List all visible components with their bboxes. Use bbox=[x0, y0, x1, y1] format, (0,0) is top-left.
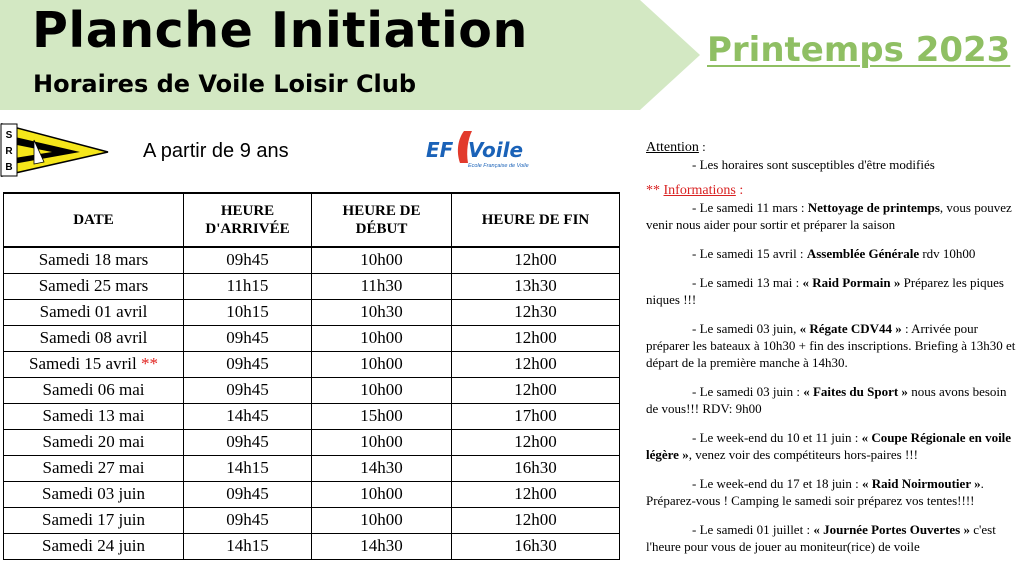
cell-fin: 12h00 bbox=[452, 429, 620, 455]
cell-date: Samedi 06 mai bbox=[4, 377, 184, 403]
cell-fin: 12h00 bbox=[452, 351, 620, 377]
season-label: Printemps 2023 bbox=[707, 30, 1011, 70]
info-item: - Le samedi 13 mai : « Raid Pormain » Préparez les piques niques !!! bbox=[646, 275, 1004, 307]
info-panel bbox=[646, 138, 1020, 555]
cell-date: Samedi 01 avril bbox=[4, 299, 184, 325]
cell-date: Samedi 20 mai bbox=[4, 429, 184, 455]
cell-arrivee: 14h15 bbox=[184, 533, 312, 559]
info-item: - Le week-end du 17 et 18 juin : « Raid Noirmoutier ». Préparez-vous ! Camping le samedi soir préparez vos tentes!!!! bbox=[646, 476, 984, 508]
cell-debut: 10h00 bbox=[312, 247, 452, 273]
table-row bbox=[4, 481, 620, 507]
cell-date: Samedi 27 mai bbox=[4, 455, 184, 481]
table-row bbox=[4, 299, 620, 325]
cell-debut: 14h30 bbox=[312, 533, 452, 559]
table-row bbox=[4, 273, 620, 299]
cell-fin: 13h30 bbox=[452, 273, 620, 299]
cell-date: Samedi 18 mars bbox=[4, 247, 184, 273]
cell-fin: 12h00 bbox=[452, 507, 620, 533]
cell-fin: 12h00 bbox=[452, 377, 620, 403]
header-arrivee: HEURE D'ARRIVÉE bbox=[184, 193, 312, 247]
cell-fin: 17h00 bbox=[452, 403, 620, 429]
cell-fin: 12h00 bbox=[452, 481, 620, 507]
table-header-row bbox=[4, 193, 620, 247]
cell-date: Samedi 03 juin bbox=[4, 481, 184, 507]
header-date: DATE bbox=[4, 193, 184, 247]
table-row bbox=[4, 351, 620, 377]
club-letter-3: B bbox=[5, 162, 13, 173]
schedule-table bbox=[3, 192, 620, 560]
efvoile-logo bbox=[424, 125, 544, 170]
cell-debut: 15h00 bbox=[312, 403, 452, 429]
table-row bbox=[4, 325, 620, 351]
cell-arrivee: 14h15 bbox=[184, 455, 312, 481]
cell-arrivee: 09h45 bbox=[184, 429, 312, 455]
cell-date: Samedi 25 mars bbox=[4, 273, 184, 299]
table-row bbox=[4, 455, 620, 481]
efv-voile-text: Voile bbox=[468, 138, 524, 162]
table-row bbox=[4, 403, 620, 429]
cell-debut: 10h00 bbox=[312, 507, 452, 533]
cell-debut: 11h30 bbox=[312, 273, 452, 299]
cell-date: Samedi 15 avril ** bbox=[4, 351, 184, 377]
table-row bbox=[4, 247, 620, 273]
club-pennant-logo bbox=[0, 122, 110, 178]
cell-date: Samedi 17 juin bbox=[4, 507, 184, 533]
cell-date: Samedi 08 avril bbox=[4, 325, 184, 351]
age-requirement: A partir de 9 ans bbox=[143, 140, 289, 162]
cell-date: Samedi 13 mai bbox=[4, 403, 184, 429]
cell-fin: 12h00 bbox=[452, 247, 620, 273]
attention-text: - Les horaires sont susceptibles d'être modifiés bbox=[692, 157, 935, 172]
table-row bbox=[4, 533, 620, 559]
header-banner bbox=[0, 0, 1024, 112]
cell-fin: 12h30 bbox=[452, 299, 620, 325]
cell-arrivee: 09h45 bbox=[184, 351, 312, 377]
page-title: Planche Initiation bbox=[32, 2, 528, 59]
info-item: - Le samedi 03 juin : « Faites du Sport » nous avons besoin de vous!!! RDV: 9h00 bbox=[646, 384, 1007, 416]
info-item: - Le samedi 15 avril : Assemblée Générale rdv 10h00 bbox=[692, 246, 976, 261]
club-letter-1: S bbox=[5, 130, 13, 141]
header-fin: HEURE DE FIN bbox=[452, 193, 620, 247]
cell-arrivee: 09h45 bbox=[184, 377, 312, 403]
cell-debut: 10h00 bbox=[312, 377, 452, 403]
cell-fin: 16h30 bbox=[452, 455, 620, 481]
cell-arrivee: 10h15 bbox=[184, 299, 312, 325]
cell-arrivee: 09h45 bbox=[184, 325, 312, 351]
cell-arrivee: 14h45 bbox=[184, 403, 312, 429]
cell-debut: 10h00 bbox=[312, 351, 452, 377]
cell-arrivee: 11h15 bbox=[184, 273, 312, 299]
cell-debut: 10h00 bbox=[312, 325, 452, 351]
cell-arrivee: 09h45 bbox=[184, 507, 312, 533]
cell-arrivee: 09h45 bbox=[184, 481, 312, 507]
cell-debut: 10h00 bbox=[312, 429, 452, 455]
efv-ef-text: EF bbox=[426, 138, 454, 162]
cell-debut: 14h30 bbox=[312, 455, 452, 481]
table-row bbox=[4, 507, 620, 533]
info-item: - Le samedi 01 juillet : « Journée Portes Ouvertes » c'est l'heure pour vous de jouer au moniteur(rice) de voile bbox=[646, 522, 996, 554]
info-item: - Le week-end du 10 et 11 juin : « Coupe Régionale en voile légère », venez voir des compétiteurs hors-paires !!! bbox=[646, 430, 1012, 462]
table-row bbox=[4, 377, 620, 403]
cell-date: Samedi 24 juin bbox=[4, 533, 184, 559]
note-marker: ** bbox=[140, 354, 158, 373]
page-subtitle: Horaires de Voile Loisir Club bbox=[33, 70, 417, 98]
informations-list bbox=[646, 199, 1020, 555]
info-item: - Le samedi 11 mars : Nettoyage de printemps, vous pouvez venir nous aider pour sortir et préparer la saison bbox=[646, 200, 1012, 232]
efv-caption: Ecole Française de Voile bbox=[468, 163, 529, 169]
cell-fin: 12h00 bbox=[452, 325, 620, 351]
cell-debut: 10h30 bbox=[312, 299, 452, 325]
club-letter-2: R bbox=[5, 146, 13, 157]
cell-arrivee: 09h45 bbox=[184, 247, 312, 273]
table-row bbox=[4, 429, 620, 455]
attention-heading: Attention : bbox=[646, 139, 706, 155]
header-debut: HEURE DE DÉBUT bbox=[312, 193, 452, 247]
informations-heading: ** Informations : bbox=[646, 183, 744, 198]
cell-debut: 10h00 bbox=[312, 481, 452, 507]
info-item: - Le samedi 03 juin, « Régate CDV44 » : Arrivée pour préparer les bateaux à 10h30 + fin des inscriptions. Briefing à 13h30 et départ de la première manche à 14h30. bbox=[646, 321, 1016, 370]
cell-fin: 16h30 bbox=[452, 533, 620, 559]
